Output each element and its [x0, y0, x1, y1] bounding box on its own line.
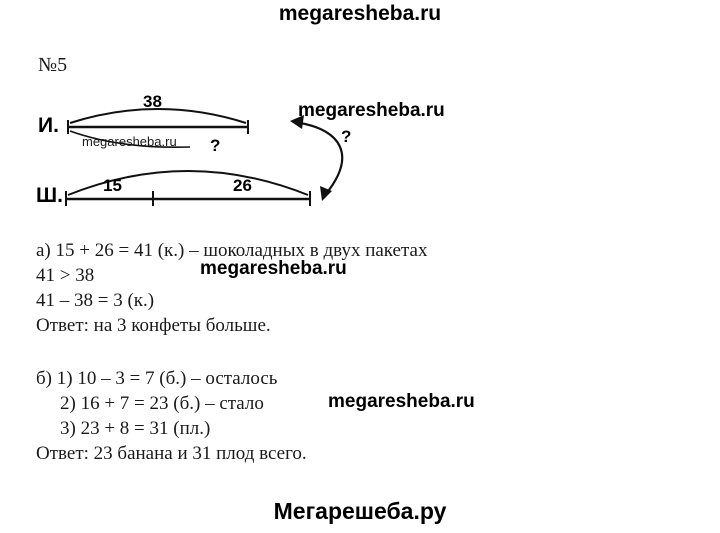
part1-value: 15: [103, 176, 122, 195]
watermark-part-a: megaresheba.ru: [200, 258, 347, 279]
row1-label: И.: [38, 114, 59, 137]
watermark-diagram-right: megaresheba.ru: [298, 100, 445, 121]
watermark-diagram-small: megaresheba.ru: [82, 134, 177, 149]
solution-b-answer: Ответ: 23 банана и 31 плод всего.: [36, 443, 307, 464]
solution-b-line-2: 2) 16 + 7 = 23 (б.) – стало: [60, 393, 264, 414]
row2-label: Ш.: [36, 184, 63, 207]
top-value: 38: [143, 92, 162, 111]
side-question: ?: [341, 127, 352, 146]
task-number: №5: [38, 54, 68, 76]
solution-a-line-2: 41 > 38: [36, 265, 95, 286]
watermark-part-b: megaresheba.ru: [328, 391, 475, 412]
row1-brace: [70, 109, 246, 123]
solution-b-line-1: б) 1) 10 – 3 = 7 (б.) – осталось: [36, 368, 278, 389]
comparison-arrow: [300, 123, 342, 195]
solution-a-line-1: а) 15 + 26 = 41 (к.) – шоколадных в двух пакетах: [36, 240, 428, 261]
row1-question: ?: [210, 136, 221, 155]
part2-value: 26: [233, 176, 252, 195]
solution-a-answer: Ответ: на 3 конфеты больше.: [36, 315, 271, 336]
site-footer: Мегарешеба.ру: [273, 498, 447, 524]
solution-b-line-3: 3) 23 + 8 = 31 (пл.): [60, 418, 211, 439]
site-header: megaresheba.ru: [278, 2, 442, 25]
solution-a-line-3: 41 – 38 = 3 (к.): [36, 290, 155, 311]
